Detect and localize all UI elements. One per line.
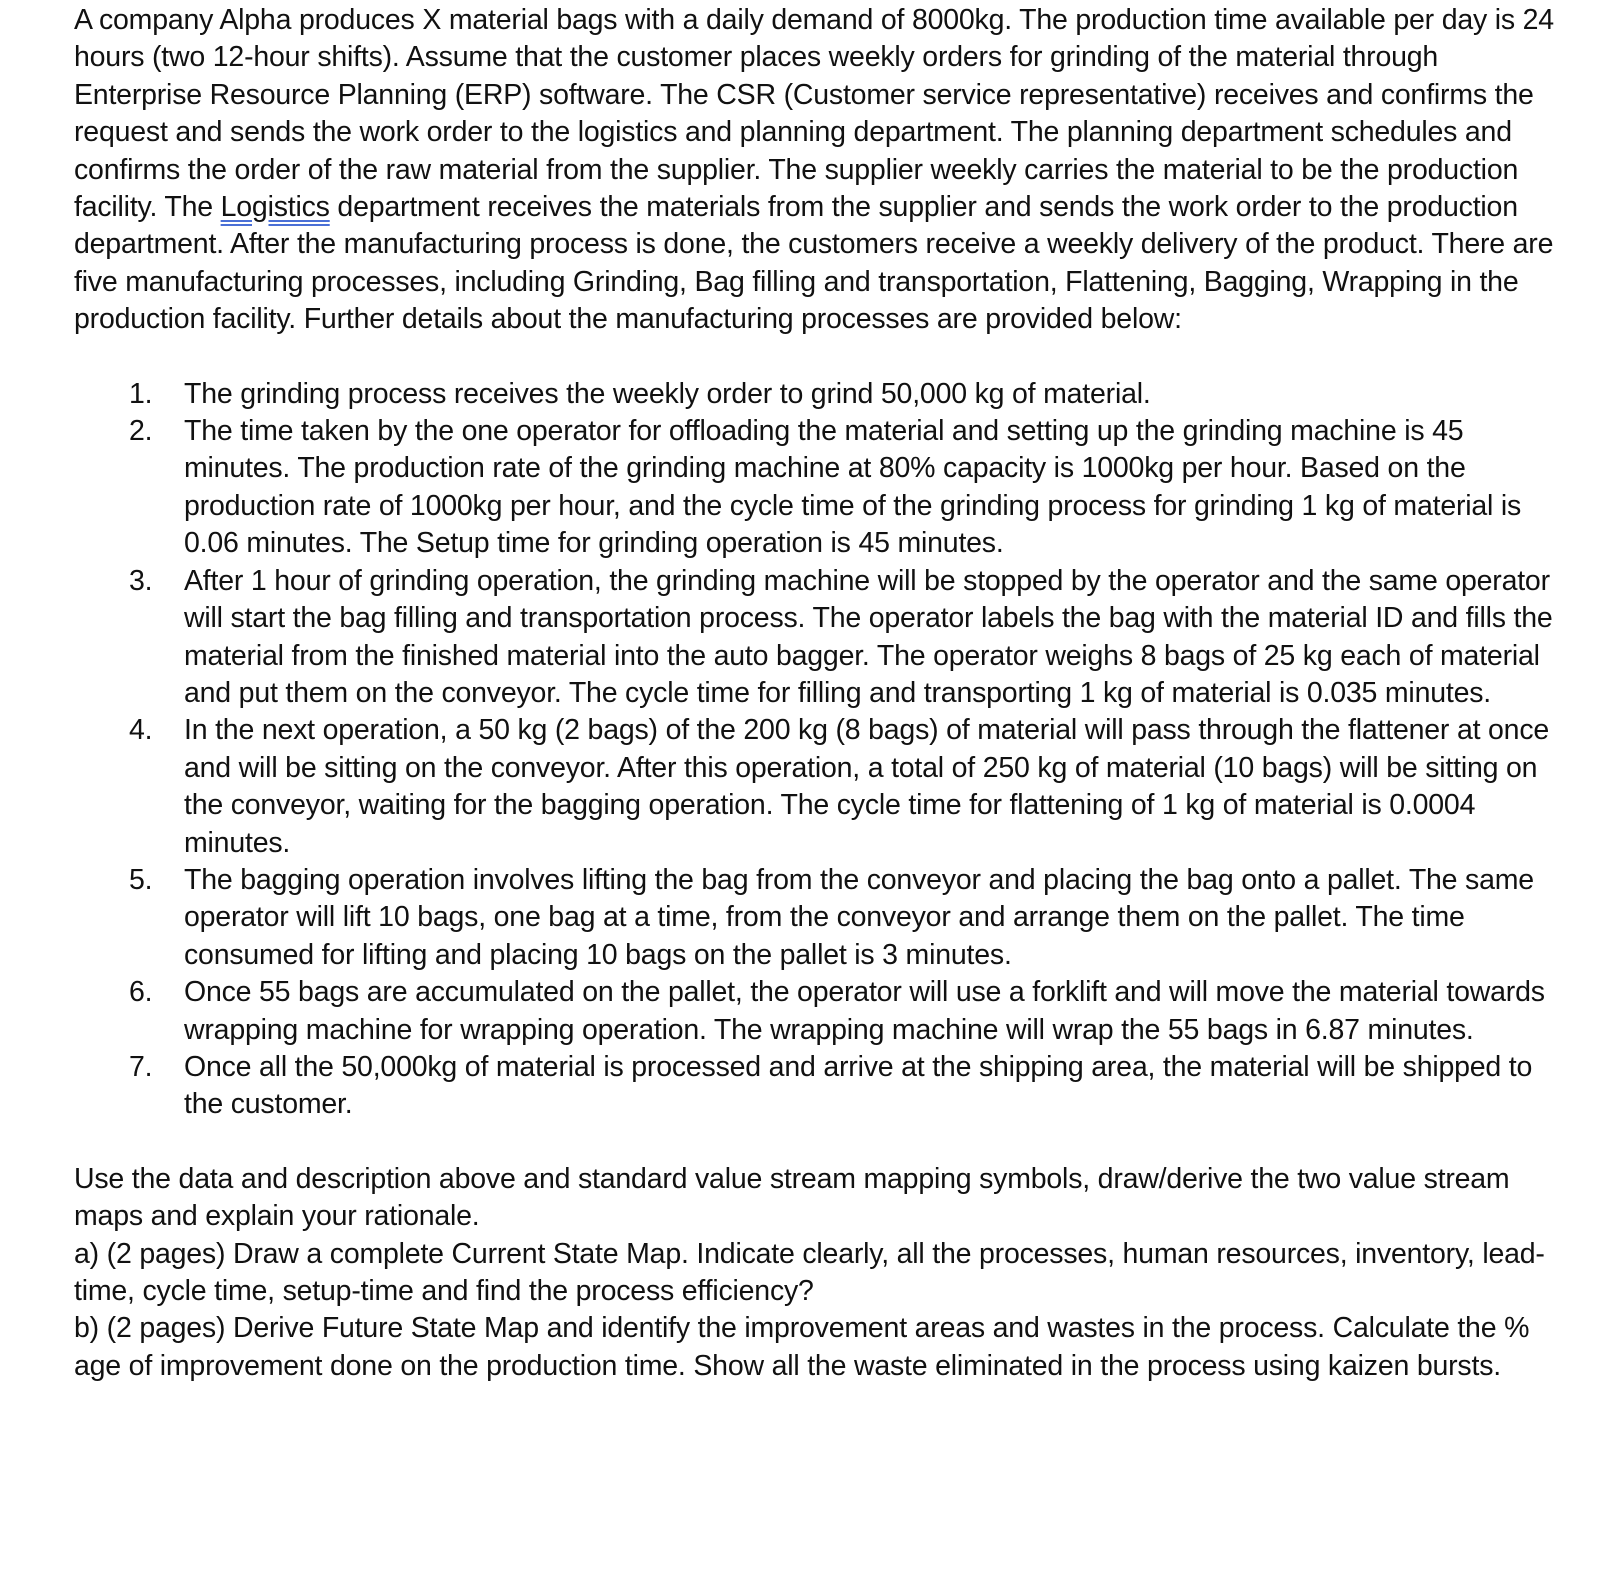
intro-paragraph (74, 2, 1558, 339)
list-item-text: In the next operation, a 50 kg (2 bags) of the 200 kg (8 bags) of material will pass through the flattener at once and will be sitting on the conveyor. After this operation, a total of 250 kg of material (10 bags) will be sitting on the conveyor, waiting for the bagging operation. The cycle time for flattening of 1 kg of material is 0.0004 minutes. (184, 714, 1550, 859)
list-item-number: 1. (129, 377, 153, 410)
list-item (74, 563, 1558, 713)
list-item-text: The time taken by the one operator for offloading the material and setting up the grinding machine is 45 minutes. The production rate of the grinding machine at 80% capacity is 1000kg per hour. Based on the production rate of 1000kg per hour, and the cycle time of the grinding process for grinding 1 kg of material is 0.06 minutes. The Setup time for grinding operation is 45 minutes. (184, 415, 1522, 560)
instruction-paragraph: Use the data and description above and standard value stream mapping symbols, draw/derive the two value stream maps and explain your rationale. (74, 1162, 1510, 1233)
list-item-number: 3. (129, 564, 153, 597)
logistics-word: Logistics (220, 191, 330, 224)
list-item-number: 5. (129, 863, 153, 896)
list-item (74, 376, 1558, 413)
list-item-number: 6. (129, 976, 153, 1009)
list-item (74, 862, 1558, 974)
question-part-b: b) (2 pages) Derive Future State Map and identify the improvement areas and wastes in the process. Calculate the % age of improvement done on the production time. Show all the waste eliminated in the process using kaizen bursts. (74, 1312, 1530, 1382)
list-item-text: The bagging operation involves lifting the bag from the conveyor and placing the bag onto a pallet. The same operator will lift 10 bags, one bag at a time, from the conveyor and arrange them on the pallet. The time consumed for lifting and placing 10 bags on the pallet is 3 minutes. (184, 863, 1534, 971)
question-part-a: a) (2 pages) Draw a complete Current State Map. Indicate clearly, all the processes, human resources, inventory, lead-time, cycle time, setup-time and find the process efficiency? (74, 1237, 1545, 1307)
list-item (74, 413, 1558, 563)
list-item-text: Once 55 bags are accumulated on the pallet, the operator will use a forklift and will move the material towards wrapping machine for wrapping operation. The wrapping machine will wrap the 55 bags in 6.87 minutes. (184, 976, 1545, 1046)
list-item-number: 4. (129, 714, 153, 747)
list-item (74, 974, 1558, 1049)
intro-text-before-link: A company Alpha produces X material bags with a daily demand of 8000kg. The production time available per day is 24 hours (two 12-hour shifts). Assume that the customer places weekly orders for grinding of the material through Enterprise Resource Planning (ERP) software. The CSR (Customer service representative) receives and confirms the request and sends the work order to the logistics and planning department. The planning department schedules and confirms the order of the raw material from the supplier. The supplier weekly carries the material to be the production facility. The (74, 4, 1554, 224)
list-item-text: After 1 hour of grinding operation, the grinding machine will be stopped by the operator and the same operator will start the bag filling and transportation process. The operator labels the bag with the material ID and fills the material from the finished material into the auto bagger. The operator weighs 8 bags of 25 kg each of material and put them on the conveyor. The cycle time for filling and transporting 1 kg of material is 0.035 minutes. (184, 564, 1553, 709)
process-steps-list (74, 376, 1558, 1124)
list-item-number: 7. (129, 1050, 153, 1083)
list-item (74, 712, 1558, 862)
list-item (74, 1049, 1558, 1124)
list-item-text: The grinding process receives the weekly order to grind 50,000 kg of material. (184, 377, 1151, 410)
list-item-number: 2. (129, 415, 153, 448)
intro-text-after-link: department receives the materials from the supplier and sends the work order to the production department. After the manufacturing process is done, the customers receive a weekly delivery of the product. There are five manufacturing processes, including Grinding, Bag filling and transportation, Flattening, Bagging, Wrapping in the production facility. Further details about the manufacturing processes are provided below: (74, 191, 1554, 336)
list-item-text: Once all the 50,000kg of material is processed and arrive at the shipping area, the material will be shipped to the customer. (184, 1050, 1533, 1121)
